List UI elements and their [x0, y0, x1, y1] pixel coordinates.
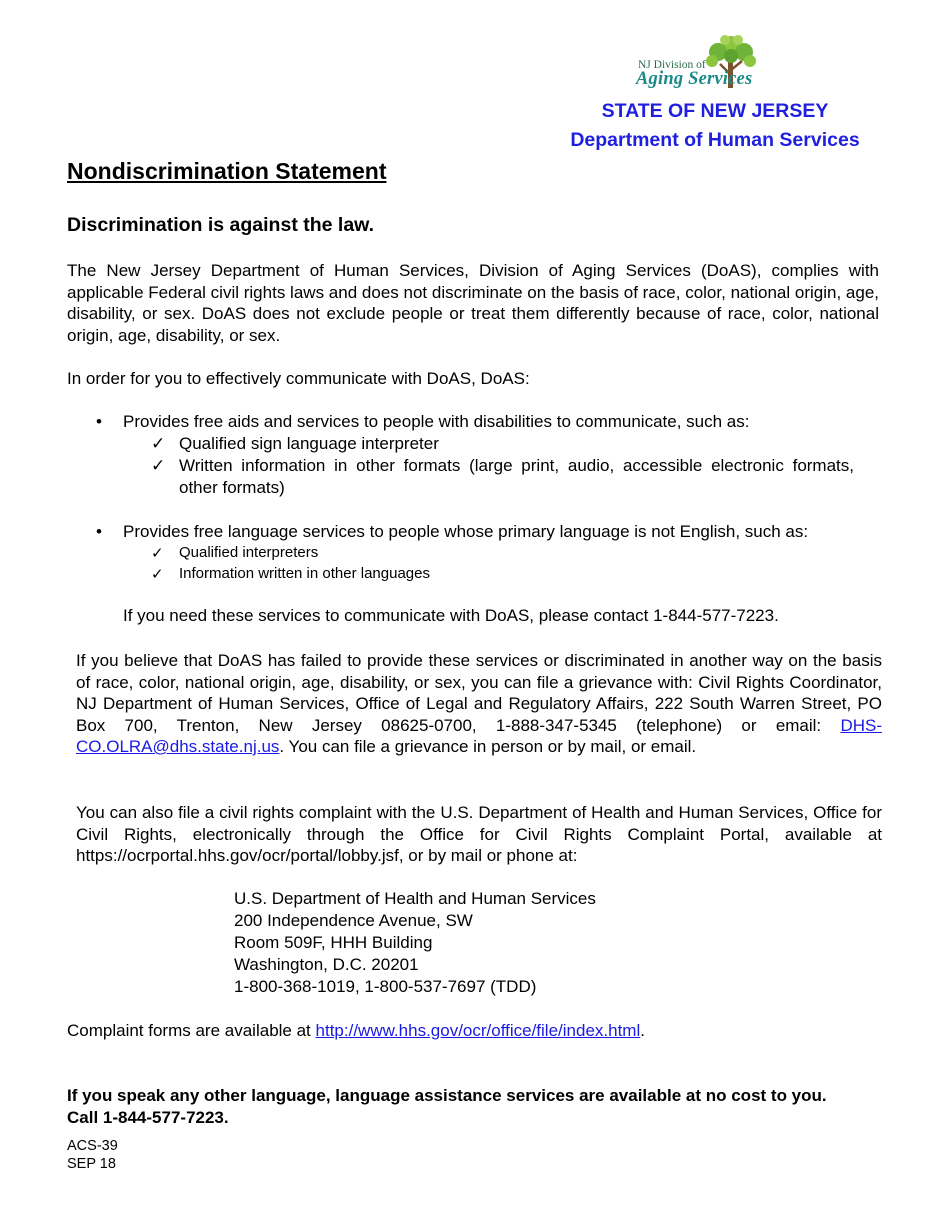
- logo-line-1: NJ Division of: [638, 59, 706, 71]
- list-item: Written information in other formats (large print, audio, accessible electronic formats, other formats): [179, 456, 854, 497]
- address-line: 200 Independence Avenue, SW: [234, 911, 473, 930]
- list-item: Qualified sign language interpreter: [179, 434, 439, 453]
- form-date: SEP 18: [67, 1156, 116, 1172]
- department-heading: Department of Human Services: [570, 129, 860, 151]
- complaint-paragraph: You can also file a civil rights complaint with the U.S. Department of Health and Human Services, Office for Civil Rights, electronically through the Office for Civil Rights Complaint Portal, available at https://ocrportal.hhs.gov/ocr/portal/lobby.jsf, or by mail or phone at:: [76, 803, 882, 865]
- language-notice: If you speak any other language, language assistance services are available at no cost to you. Call 1-844-577-7223.: [67, 1086, 827, 1127]
- division-logo: [636, 34, 770, 94]
- list-item: Qualified interpreters: [179, 544, 319, 561]
- bullet-dot: •: [96, 412, 102, 431]
- list-item: Information written in other languages: [179, 565, 430, 582]
- bullet-dot: •: [96, 522, 102, 541]
- logo-line-2: Aging Services: [636, 69, 753, 89]
- forms-text: Complaint forms are available at: [67, 1021, 316, 1040]
- intro-paragraph: The New Jersey Department of Human Services, Division of Aging Services (DoAS), complies with applicable Federal civil rights laws and does not discriminate on the basis of race, color, national origin, age, disability, or sex. DoAS does not exclude people or treat them differently because of race, color, national origin, age, disability, or sex.: [67, 261, 879, 345]
- grievance-text-end: . You can file a grievance in person or by mail, or email.: [279, 737, 697, 756]
- state-heading: STATE OF NEW JERSEY: [601, 100, 829, 122]
- grievance-paragraph: [76, 650, 882, 758]
- contact-line: If you need these services to communicate with DoAS, please contact 1-844-577-7223.: [123, 606, 779, 625]
- page-title: Nondiscrimination Statement: [67, 158, 387, 184]
- check-icon: ✓: [151, 434, 166, 453]
- check-icon: ✓: [151, 566, 164, 583]
- email-link[interactable]: DHS-CO.OLRA@dhs.state.nj.us: [76, 715, 882, 756]
- address-line: 1-800-368-1019, 1-800-537-7697 (TDD): [234, 977, 537, 996]
- address-line: Washington, D.C. 20201: [234, 955, 419, 974]
- check-icon: ✓: [151, 545, 164, 562]
- address-line: Room 509F, HHH Building: [234, 933, 433, 952]
- grievance-text: If you believe that DoAS has failed to provide these services or discriminated in another way on the basis of race, color, national origin, age, disability, or sex, you can file a grievance with: Civil Rights Coordinator, NJ Department of Human Services, Office of Legal and Regulatory Affairs, 222 South Warren Street, PO Box 700, Trenton, New Jersey 08625-0700, 1-888-347-5345 (telephone) or email:: [76, 651, 882, 735]
- forms-link[interactable]: http://www.hhs.gov/ocr/office/file/index.html: [315, 1021, 641, 1040]
- section-heading: Discrimination is against the law.: [67, 214, 375, 236]
- forms-text-end: .: [640, 1021, 645, 1040]
- forms-line: [67, 1021, 645, 1041]
- bullet-aids-services: Provides free aids and services to people with disabilities to communicate, such as:: [123, 412, 750, 431]
- bullet-language-services: Provides free language services to people whose primary language is not English, such as:: [123, 522, 809, 541]
- form-code: ACS-39: [67, 1138, 118, 1154]
- check-icon: ✓: [151, 456, 166, 475]
- communicate-intro: In order for you to effectively communicate with DoAS, DoAS:: [67, 369, 530, 388]
- address-line: U.S. Department of Health and Human Services: [234, 889, 596, 908]
